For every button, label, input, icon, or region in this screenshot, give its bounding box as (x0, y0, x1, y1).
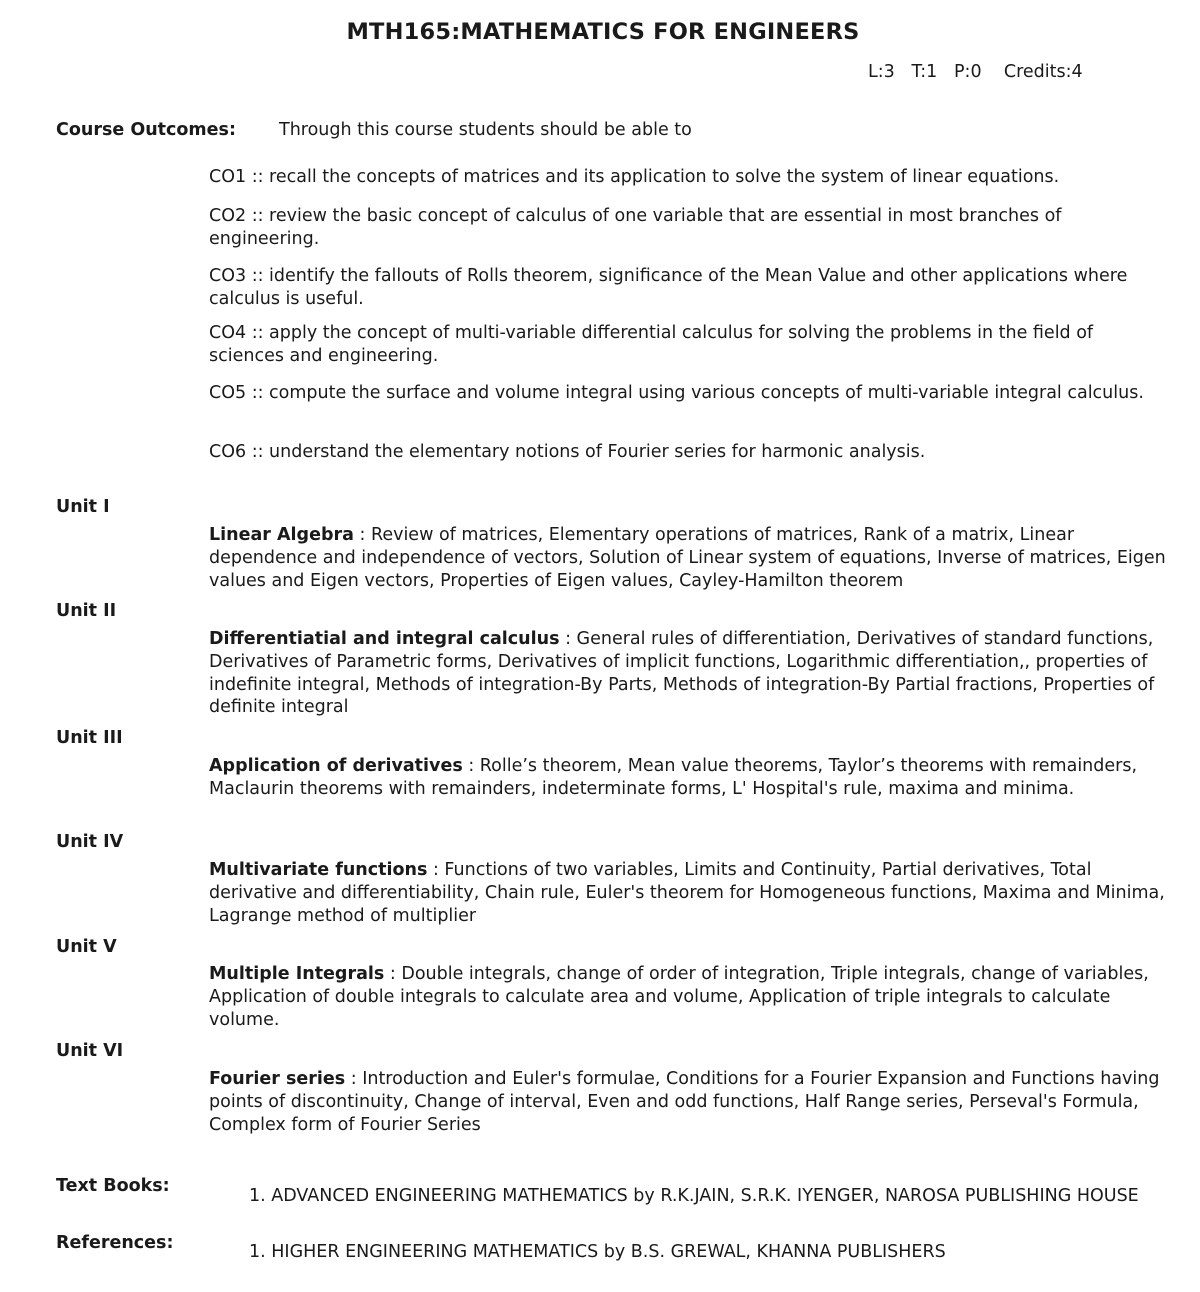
unit-separator: : (384, 964, 402, 984)
unit-body (209, 628, 1174, 719)
unit-label: Unit I (56, 497, 110, 517)
unit-body (209, 755, 1174, 801)
unit-label: Unit III (56, 728, 123, 748)
unit-topic: Differentiatial and integral calculus (209, 629, 560, 649)
unit-content: Introduction and Euler's formulae, Conditions for a Fourier Expansion and Functions having points of discontinuity, Change of interval, Even and odd functions, Half Range series, Perseval's Formula, Complex form of Fourier Series (209, 1069, 1160, 1135)
unit-topic: Multiple Integrals (209, 964, 385, 984)
tutorial-hours: T:1 (911, 62, 938, 82)
unit-label: Unit VI (56, 1041, 124, 1061)
unit-topic: Linear Algebra (209, 525, 354, 545)
credits: Credits:4 (1003, 62, 1083, 82)
unit-separator: : (427, 860, 445, 880)
text-books-label: Text Books: (56, 1176, 170, 1196)
unit-separator: : (353, 525, 371, 545)
unit-label: Unit IV (56, 832, 124, 852)
reference-item: 1. HIGHER ENGINEERING MATHEMATICS by B.S. GREWAL, KHANNA PUBLISHERS (249, 1242, 946, 1262)
unit-body (209, 859, 1174, 927)
unit-content: General rules of differentiation, Derivatives of standard functions, Derivatives of Parametric forms, Derivatives of implicit functions, Logarithmic differentiation,, properties of indefinite integral, Methods of integration-By Parts, Methods of integration-By Partial fractions, Properties of definite integral (209, 629, 1155, 718)
unit-separator: : (345, 1069, 363, 1089)
course-outcome-item: CO6 :: understand the elementary notions of Fourier series for harmonic analysis. (209, 442, 926, 462)
unit-body (209, 524, 1174, 592)
course-outcome-item: CO3 :: identify the fallouts of Rolls theorem, significance of the Mean Value and other applications where calculus is useful. (209, 266, 1128, 309)
unit-body (209, 1068, 1174, 1136)
unit-separator: : (462, 756, 480, 776)
unit-label: Unit II (56, 601, 117, 621)
text-book-item: 1. ADVANCED ENGINEERING MATHEMATICS by R.K.JAIN, S.R.K. IYENGER, NAROSA PUBLISHING HOUSE (249, 1186, 1139, 1206)
unit-label: Unit V (56, 937, 117, 957)
course-outcome-item: CO5 :: compute the surface and volume integral using various concepts of multi-variable integral calculus. (209, 383, 1144, 403)
unit-content: Review of matrices, Elementary operations of matrices, Rank of a matrix, Linear dependence and independence of vectors, Solution of Linear system of equations, Inverse of matrices, Eigen values and Eigen vectors, Properties of Eigen values, Cayley-Hamilton theorem (209, 525, 1166, 591)
ltp-credits (868, 62, 1083, 82)
unit-content: Functions of two variables, Limits and Continuity, Partial derivatives, Total derivative and differentiability, Chain rule, Euler's theorem for Homogeneous functions, Maxima and Minima, Lagrange method of multiplier (209, 860, 1165, 926)
course-title: MTH165:MATHEMATICS FOR ENGINEERS (346, 19, 860, 45)
unit-content: Double integrals, change of order of integration, Triple integrals, change of variables, Application of double integrals to calculate area and volume, Application of triple integrals to calculate volume. (209, 964, 1149, 1030)
course-outcome-item: CO1 :: recall the concepts of matrices and its application to solve the system of linear equations. (209, 167, 1060, 187)
unit-topic: Multivariate functions (209, 860, 428, 880)
course-outcome-item: CO2 :: review the basic concept of calculus of one variable that are essential in most branches of engineering. (209, 206, 1062, 249)
unit-content: Rolle’s theorem, Mean value theorems, Taylor’s theorems with remainders, Maclaurin theorems with remainders, indeterminate forms, L' Hospital's rule, maxima and minima. (209, 756, 1138, 799)
references-label: References: (56, 1233, 174, 1253)
course-outcomes-label: Course Outcomes: (56, 120, 236, 140)
unit-topic: Fourier series (209, 1069, 346, 1089)
course-outcomes-intro: Through this course students should be able to (279, 120, 692, 140)
unit-separator: : (559, 629, 577, 649)
unit-body (209, 963, 1174, 1031)
lecture-hours: L:3 (868, 62, 895, 82)
unit-topic: Application of derivatives (209, 756, 463, 776)
course-outcome-item: CO4 :: apply the concept of multi-variable differential calculus for solving the problems in the field of sciences and engineering. (209, 323, 1094, 366)
practical-hours: P:0 (954, 62, 982, 82)
